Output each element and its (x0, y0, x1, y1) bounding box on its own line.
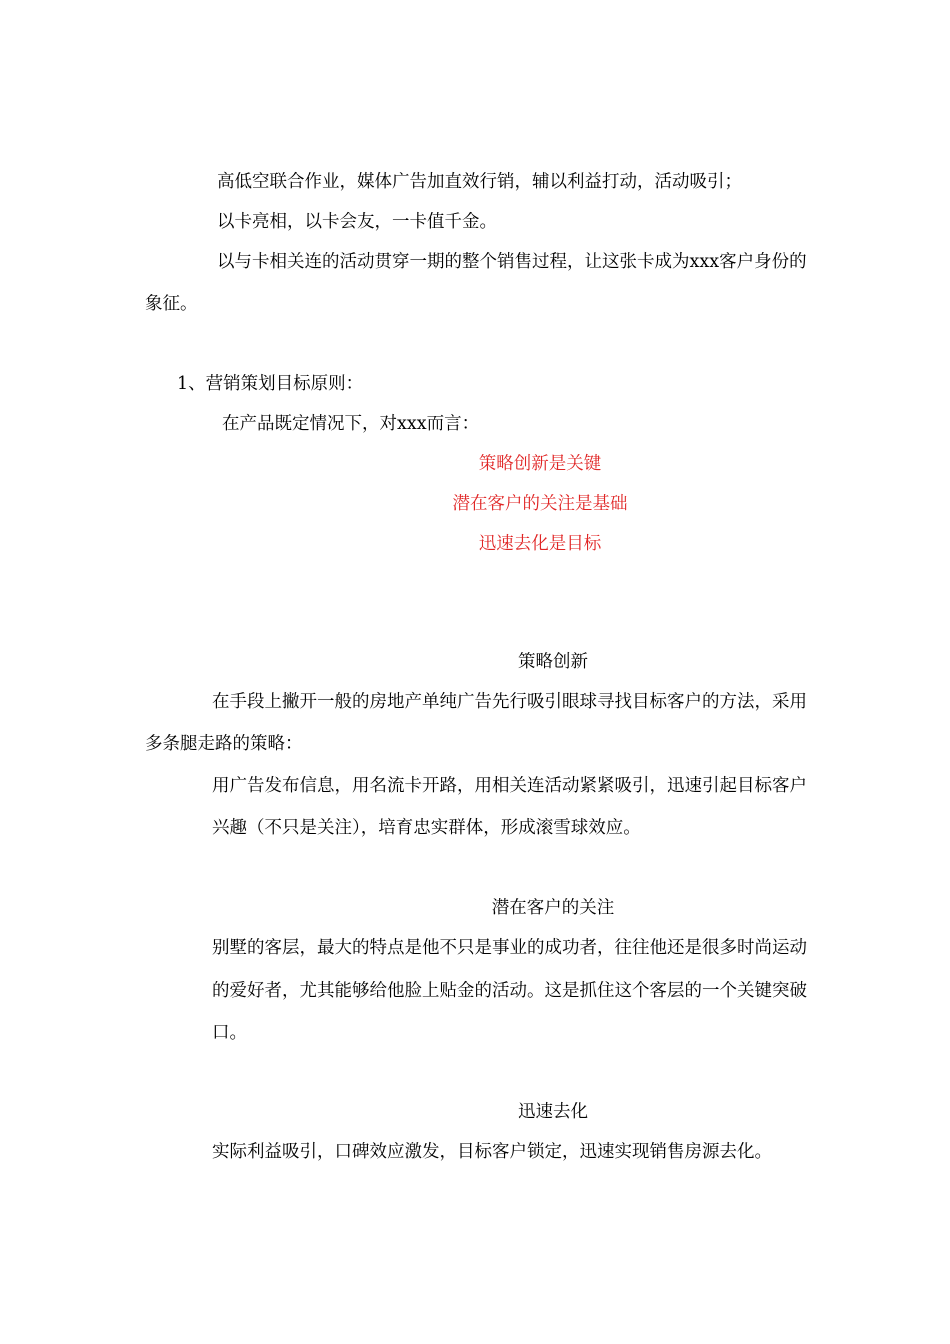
intro-line-2: 以卡亮相，以卡会友，一卡值千金。 (217, 212, 497, 232)
principle-3: 迅速去化是目标 (478, 534, 602, 554)
attention-p1-line-2: 的爱好者，尤其能够给他脸上贴金的活动。这是抓住这个客层的一个关键突破 (212, 981, 807, 1001)
strategy-p1-line-2: 多条腿走路的策略： (145, 734, 303, 754)
strategy-p2-line-1: 用广告发布信息，用名流卡开路，用相关连活动紧紧吸引，迅速引起目标客户 (212, 776, 807, 796)
attention-p1-line-1: 别墅的客层，最大的特点是他不只是事业的成功者，往往他还是很多时尚运动 (212, 938, 807, 958)
strategy-title: 策略创新 (518, 652, 588, 672)
section-heading: 1、营销策划目标原则： (177, 374, 364, 394)
destock-title: 迅速去化 (518, 1102, 588, 1122)
intro-line-3-cont: 象征。 (145, 294, 198, 314)
attention-title: 潜在客户的关注 (491, 898, 615, 918)
intro-line-3: 以与卡相关连的活动贯穿一期的整个销售过程，让这张卡成为xxx客户身份的 (217, 252, 807, 272)
destock-p1: 实际利益吸引，口碑效应激发，目标客户锁定，迅速实现销售房源去化。 (212, 1142, 772, 1162)
principle-1: 策略创新是关键 (478, 454, 602, 474)
principle-2: 潜在客户的关注是基础 (452, 494, 628, 514)
strategy-p2-line-2: 兴趣（不只是关注），培育忠实群体，形成滚雪球效应。 (212, 818, 641, 838)
attention-p1-line-3: 口。 (212, 1023, 247, 1043)
strategy-p1-line-1: 在手段上撇开一般的房地产单纯广告先行吸引眼球寻找目标客户的方法，采用 (212, 692, 807, 712)
section-lead: 在产品既定情况下，对xxx而言： (222, 414, 480, 434)
intro-line-1: 高低空联合作业，媒体广告加直效行销，辅以利益打动，活动吸引； (217, 172, 742, 192)
